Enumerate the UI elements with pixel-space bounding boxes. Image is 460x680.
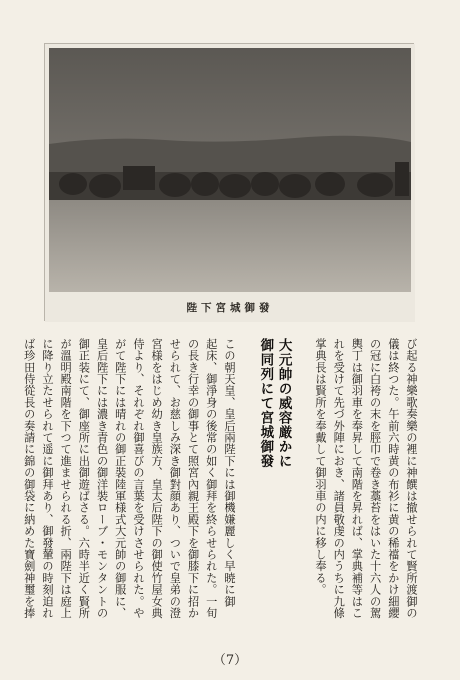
article-line: 侍より、それぞれ御喜びの言葉を受けさせられた。や bbox=[131, 338, 145, 619]
article-line: の長き行幸の御事とて照宮內親王殿下を御膝下に招か bbox=[186, 338, 200, 619]
article-line: 儀は終つた。午前六時黄の布衫に黄の稀襠をかけ細纓 bbox=[386, 338, 400, 619]
article-line: この朝天皇、皇后兩陛下には御機嫌麗しく早暁に御 bbox=[222, 338, 236, 608]
section-heading-2: 御同列にて宮城御發 bbox=[257, 338, 274, 469]
procession-photo bbox=[44, 43, 414, 321]
article-line: 掌典長は賢所を奉戴して御羽車の内に移し奉る。 bbox=[313, 338, 327, 596]
article-line: の冠に白袴の末を脛巾で卷き藁苔をはいた十六人の駕 bbox=[368, 338, 382, 619]
article-line: が溫明殿南階を下つて進ませられる折、兩陛下は庭上 bbox=[59, 338, 73, 619]
article-line: 御正装にて、御座所に出御遊ばさる。六時半近く賢所 bbox=[77, 338, 91, 619]
article-line: 起床、御淨身の後常の如く御拜を終らせられた。一旬 bbox=[204, 338, 218, 619]
article-line: 皇后陛下には濃き青色の御洋裝ローブ・モンタントの bbox=[95, 338, 109, 619]
article-line: に降り立たせられて遥に御拜あり、御發輦の時刻迫れ bbox=[40, 338, 54, 619]
article-text bbox=[20, 338, 420, 638]
page-number: （7） bbox=[212, 653, 248, 668]
article-line: がて陛下には晴れの御正裝陸軍様式大元帥の御服に、 bbox=[113, 338, 127, 619]
article-line: 輿丁は御羽車を奉昇して南階を昇れば、掌典補等はこ bbox=[350, 338, 364, 619]
article-line: せられて、お慈しみ深き御對顔あり、ついで皇弟の澄 bbox=[168, 338, 182, 619]
photo-caption: 陛下宮城御發 bbox=[186, 302, 274, 314]
procession-photo-icon bbox=[45, 44, 415, 322]
section-heading-1: 大元帥の威容厳かに bbox=[275, 338, 292, 469]
article-line: 宮様をはじめ幼き皇族方、皇太后陛下の御使竹屋女典 bbox=[150, 338, 164, 619]
article-line: び起る神樂歌奏樂の裡に神饌は撤せられて賢所渡御の bbox=[405, 338, 418, 619]
article-line: ば珍田侍從長の奏請に錦の御袋に納めた寶劍神璽を捧 bbox=[22, 338, 36, 619]
article-line: れを受けて先づ外陣におき、諸員敬虔の内うちに九條 bbox=[332, 338, 346, 619]
